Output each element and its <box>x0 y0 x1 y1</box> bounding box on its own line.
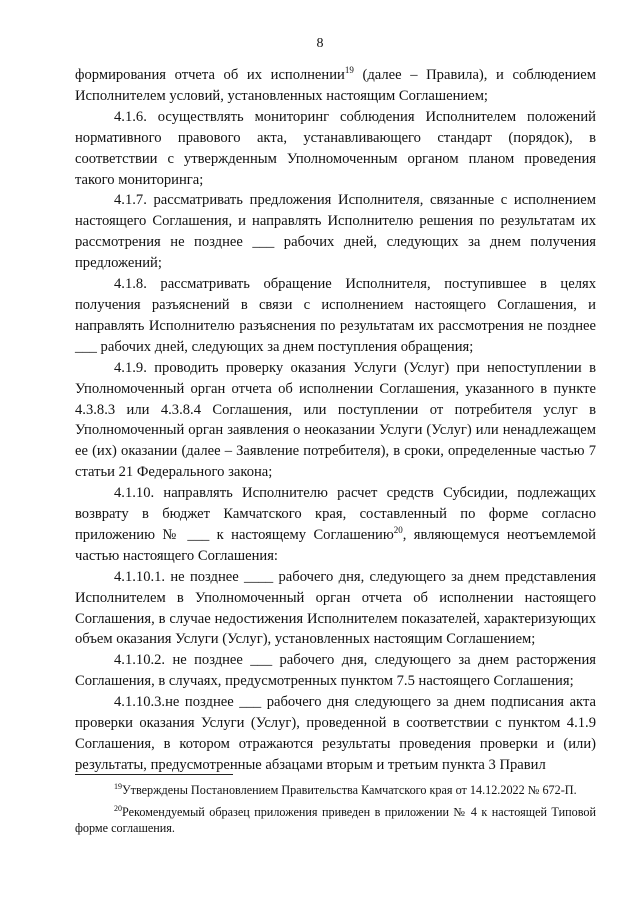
paragraph-continuation <box>75 65 596 107</box>
footnote-separator <box>75 774 233 775</box>
paragraph-text: 4.1.10. направлять Исполнителю расчет средств Субсидии, подлежащих возврату в бюджет Камчатского края, составленный по форме согласно приложению № ___ к настоящему Соглашению <box>75 485 596 543</box>
footnotes <box>75 782 596 842</box>
footnote-20 <box>75 804 596 837</box>
clause-4-1-10-3: 4.1.10.3.не позднее ___ рабочего дня следующего за днем подписания акта проверки оказания Услуги (Услуг), проведенной в соответствии с пунктом 4.1.9 Соглашения, в котором отражаются результаты проведения проверки и (или) результаты, предусмотренные абзацами вторым и третьим пункта 3 Правил <box>75 694 596 773</box>
footnote-ref-19[interactable]: 19 <box>344 65 354 76</box>
footnote-text: Утверждены Постановлением Правительства Камчатского края от 14.12.2022 № 672-П. <box>122 783 577 797</box>
clause-4-1-6: 4.1.6. осуществлять мониторинг соблюдения Исполнителем положений нормативного правового акта, устанавливающего стандарт (порядок), в соответствии с утвержденным Уполномоченным органом планом проведения такого мониторинга; <box>75 108 596 188</box>
clause-4-1-9: 4.1.9. проводить проверку оказания Услуги (Услуг) при непоступлении в Уполномоченный орган отчета об исполнении Соглашения, указанного в пункте 4.3.8.3 или 4.3.8.4 Соглашения, или поступлении от потребителя услуг в Уполномоченный орган заявления о неоказании Услуги (Услуг) или ненадлежащем ее (их) оказании (далее – Заявление потребителя), в сроки, определенные частью 7 статьи 21 Федерального закона; <box>75 359 596 481</box>
footnote-ref-20[interactable]: 20 <box>393 525 403 536</box>
clause-4-1-7: 4.1.7. рассматривать предложения Исполнителя, связанные с исполнением настоящего Соглашения, и направлять Исполнителю решения по результатам их рассмотрения не позднее ___ рабочих дней, следующих за днем получения предложений; <box>75 192 596 272</box>
footnote-number: 19 <box>114 781 122 791</box>
page-number: 8 <box>316 36 324 51</box>
clause-4-1-8: 4.1.8. рассматривать обращение Исполнителя, поступившее в целях получения разъяснений в связи с исполнением настоящего Соглашения, и направлять Исполнителю разъяснения по результатам их рассмотрения не позднее ___ рабочих дней, следующих за днем поступления обращения; <box>75 276 596 355</box>
footnote-text: Рекомендуемый образец приложения приведен в приложении № 4 к настоящей Типовой форме соглашения. <box>75 804 596 835</box>
paragraph-text: , являющемуся неотъемлемой частью настоящего Соглашения: <box>75 526 596 564</box>
paragraph-text: формирования отчета об их исполнении <box>75 67 345 83</box>
clause-4-1-10-2: 4.1.10.2. не позднее ___ рабочего дня, следующего за днем расторжения Соглашения, в случаях, предусмотренных пунктом 7.5 настоящего Соглашения; <box>75 652 596 690</box>
footnote-19 <box>75 782 596 799</box>
clause-4-1-10 <box>75 483 596 567</box>
footnote-number: 20 <box>114 803 122 813</box>
document-body <box>75 65 596 776</box>
paragraph-text: (далее – Правила), и соблюдением Исполнителем условий, установленных настоящим Соглашением; <box>75 67 596 104</box>
clause-4-1-10-1: 4.1.10.1. не позднее ____ рабочего дня, следующего за днем представления Исполнителем в Уполномоченный орган отчета об исполнении настоящего Соглашения, в случае недостижения Исполнителем показателей, характеризующих объем оказания Услуги (Услуг), установленных настоящим Соглашением; <box>75 568 596 648</box>
